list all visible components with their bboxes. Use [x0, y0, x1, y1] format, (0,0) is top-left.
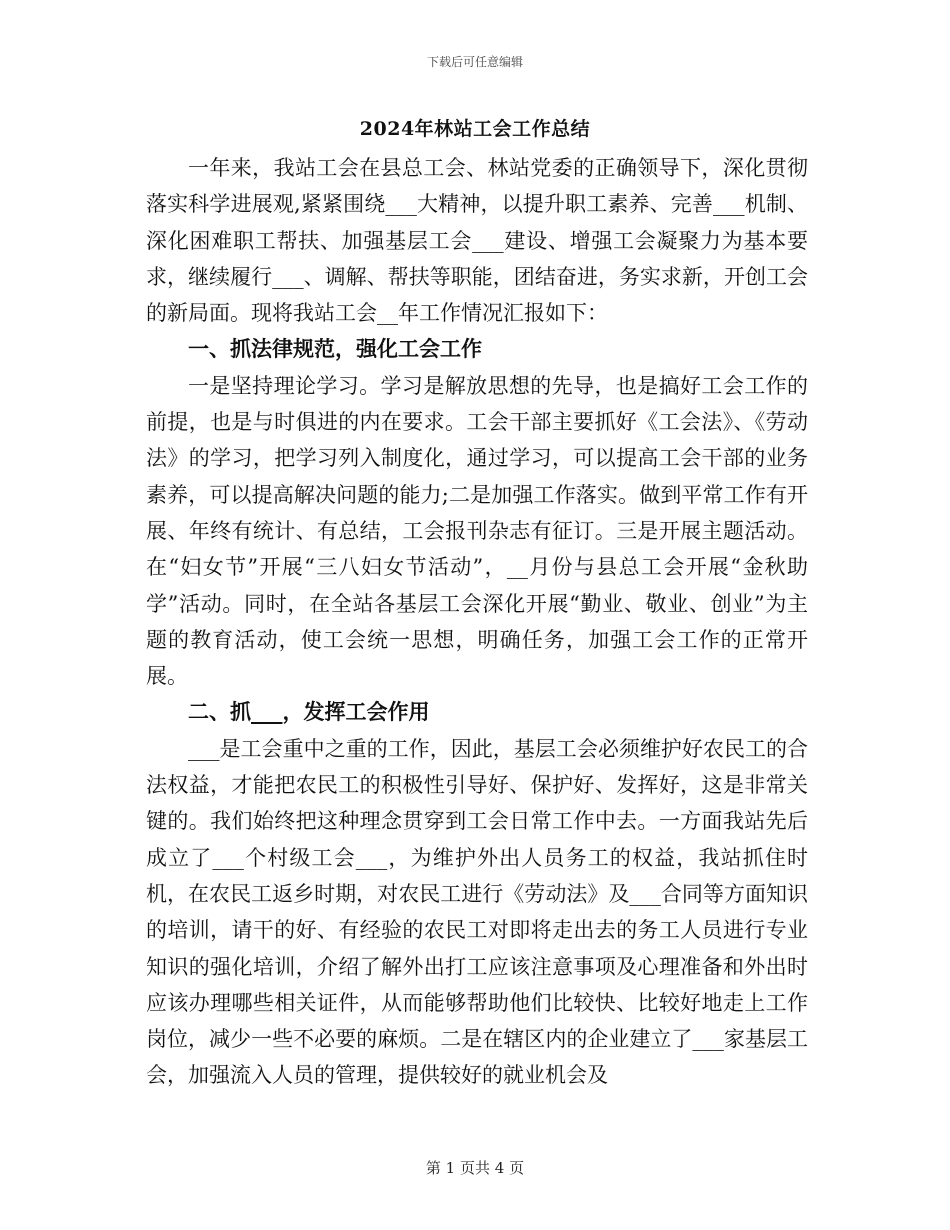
page-number: 第 1 页共 4 页	[425, 1159, 525, 1177]
intro-paragraph: 一年来，我站工会在县总工会、林站党委的正确领导下，深化贯彻落实科学进展观,紧紧围绕___大精神，以提升职工素养、完善___机制、深化困难职工帮扶、加强基层工会___建设、增强工会凝聚力为基本要求，继续履行___、调解、帮扶等职能，团结奋进，务实求新，开创工会的新局面。现将我站工会__年工作情况汇报如下：	[146, 156, 808, 326]
section-1-paragraph: 一是坚持理论学习。学习是解放思想的先导，也是搞好工会工作的前提，也是与时俱进的内在要求。工会干部主要抓好《工会法》、《劳动法》的学习，把学习列入制度化，通过学习，可以提高工会干部的业务素养，可以提高解决问题的能力;二是加强工作落实。做到平常工作有开展、年终有统计、有总结，工会报刊杂志有征订。三是开展主题活动。在“妇女节”开展“三八妇女节活动”，__月份与县总工会开展“金秋助学”活动。同时，在全站各基层工会深化开展“勤业、敬业、创业”为主题的教育活动，使工会统一思想，明确任务，加强工会工作的正常开展。	[146, 373, 808, 689]
document-body	[146, 150, 808, 1094]
section-heading-2: 二、抓___，发挥工会作用	[188, 699, 430, 725]
page-header-note: 下载后可任意编辑	[426, 55, 523, 69]
section-2-paragraph: ___是工会重中之重的工作，因此，基层工会必须维护好农民工的合法权益，才能把农民工的积极性引导好、保护好、发挥好，这是非常关键的。我们始终把这种理念贯穿到工会日常工作中去。一方面我站先后成立了___个村级工会___，为维护外出人员务工的权益，我站抓住时机，在农民工返乡时期，对农民工进行《劳动法》及___合同等方面知识的培训，请干的好、有经验的农民工对即将走出去的务工人员进行专业知识的强化培训，介绍了解外出打工应该注意事项及心理准备和外出时应该办理哪些相关证件，从而能够帮助他们比较快、比较好地走上工作岗位，减少一些不必要的麻烦。二是在辖区内的企业建立了___家基层工会，加强流入人员的管理，提供较好的就业机会及	[146, 736, 808, 1088]
document-title: 2024年林站工会工作总结	[359, 118, 591, 140]
section-heading-1: 一、抓法律规范，强化工会工作	[188, 336, 482, 362]
